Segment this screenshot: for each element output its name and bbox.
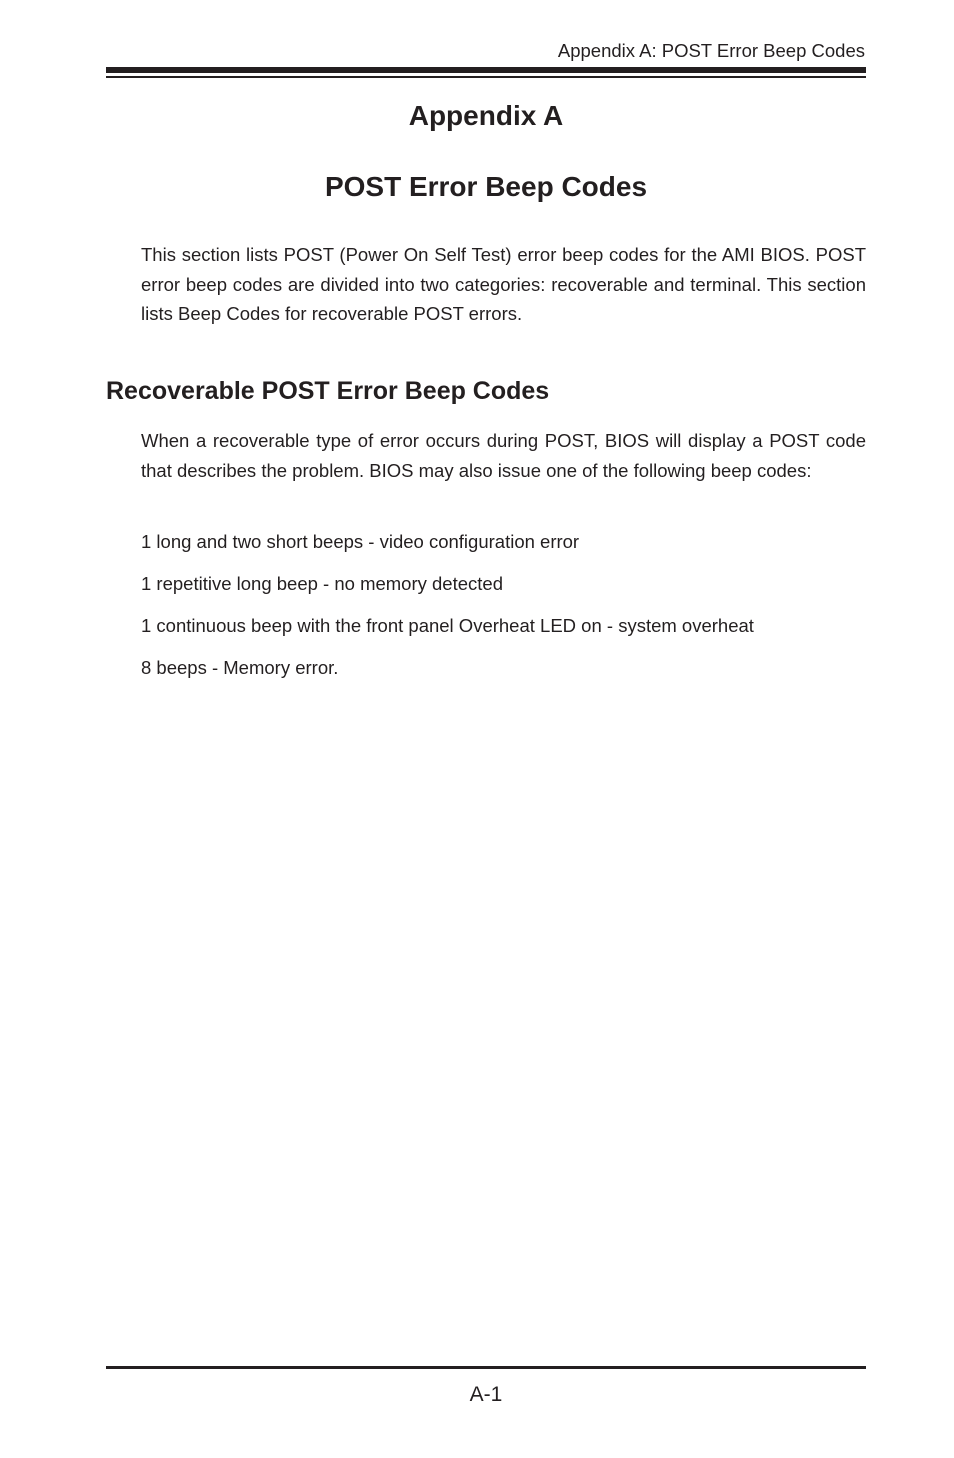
beep-code-item: 8 beeps - Memory error.: [141, 657, 339, 678]
beep-code-item: 1 repetitive long beep - no memory detected: [141, 573, 503, 594]
running-header: Appendix A: POST Error Beep Codes: [557, 40, 865, 61]
section-heading: Recoverable POST Error Beep Codes: [106, 377, 550, 405]
appendix-title: Appendix A: [408, 100, 564, 131]
beep-code-list: [141, 528, 866, 696]
beep-code-item: 1 continuous beep with the front panel Overheat LED on - system overheat: [141, 615, 754, 636]
intro-paragraph: This section lists POST (Power On Self Test) error beep codes for the AMI BIOS. POST error beep codes are divided into two categories: recoverable and terminal. This section lists Beep Codes for recoverable POST errors.: [141, 244, 866, 324]
header-rule-thin: [106, 76, 866, 78]
header-rule-thick: [106, 67, 866, 73]
page-title: POST Error Beep Codes: [324, 171, 648, 202]
section-intro-paragraph: When a recoverable type of error occurs during POST, BIOS will display a POST code that describes the problem. BIOS may also issue one of the following beep codes:: [141, 430, 866, 481]
beep-code-item: 1 long and two short beeps - video configuration error: [141, 531, 580, 552]
page-number: A-1: [469, 1383, 503, 1406]
footer-rule: [106, 1366, 866, 1369]
